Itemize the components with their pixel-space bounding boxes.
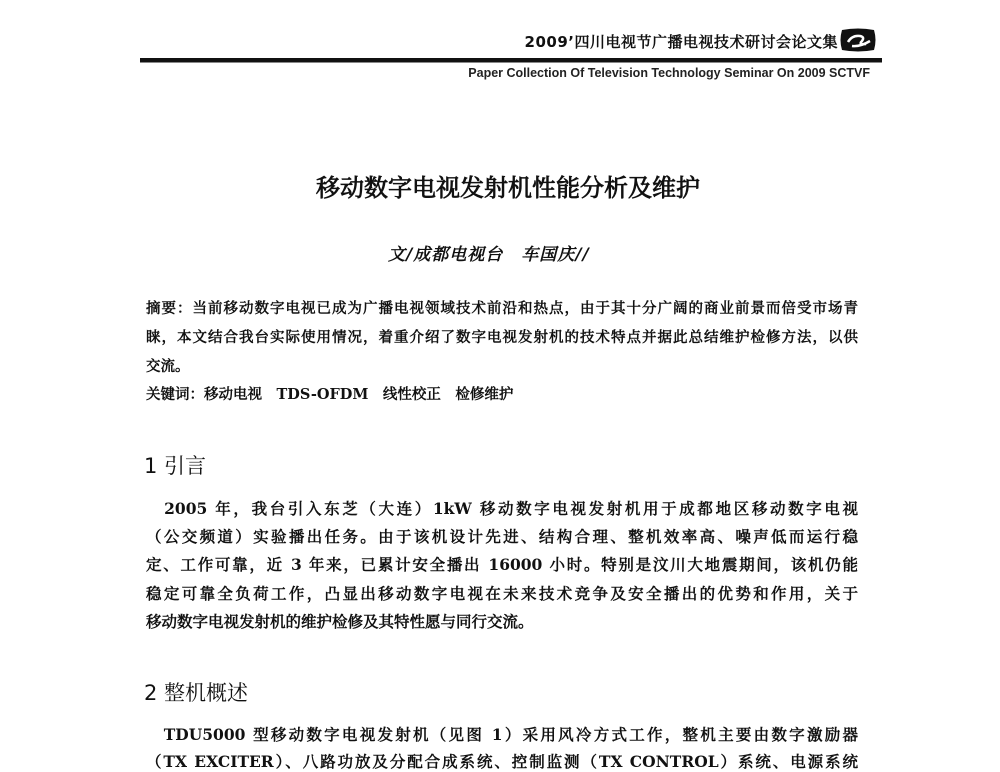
paragraph-line: 稳定可靠全负荷工作，凸显出移动数字电视在未来技术竞争及安全播出的优势和作用，关于 [146,584,858,603]
paragraph-line: TDU5000 型移动数字电视发射机（见图 1）采用风冷方式工作，整机主要由数字激励器 [146,725,858,744]
paragraph-line: 移动数字电视发射机的维护检修及其特性愿与同行交流。 [146,612,534,631]
keywords: 关键词：移动电视 TDS-OFDM 线性校正 检修维护 [146,386,514,403]
author-line: 文/成都电视台 车国庆// [388,245,590,265]
abstract-line: 睐，本文结合我台实际使用情况，着重介绍了数字电视发射机的技术特点并据此总结维护检修方法，以供 [146,329,858,346]
section-heading: 2 整机概述 [144,681,249,705]
paragraph-line: 定、工作可靠，近 3 年来，已累计安全播出 16000 小时。特别是汶川大地震期间，该机仍能 [146,555,858,574]
paragraph-line: （TX EXCITER）、八路功放及分配合成系统、控制监测（TX CONTROL）系统、电源系统 [146,752,858,771]
abstract-line: 摘要：当前移动数字电视已成为广播电视领域技术前沿和热点，由于其十分广阔的商业前景而倍受市场青 [146,300,858,317]
paragraph-line: 2005 年，我台引入东芝（大连）1kW 移动数字电视发射机用于成都地区移动数字电视 [146,499,858,518]
header-rule-thin [140,62,882,63]
paragraph-line: （公交频道）实验播出任务。由于该机设计先进、结构合理、整机效率高、噪声低而运行稳 [146,527,858,546]
running-header-cn: 2009’四川电视节广播电视技术研讨会论文集 [524,33,838,51]
running-header-en: Paper Collection Of Television Technology Seminar On 2009 SCTVF [468,66,870,80]
abstract-line: 交流。 [146,358,190,375]
paper-title: 移动数字电视发射机性能分析及维护 [316,174,700,202]
journal-logo-icon [838,27,878,53]
section-heading: 1 引言 [144,454,207,478]
